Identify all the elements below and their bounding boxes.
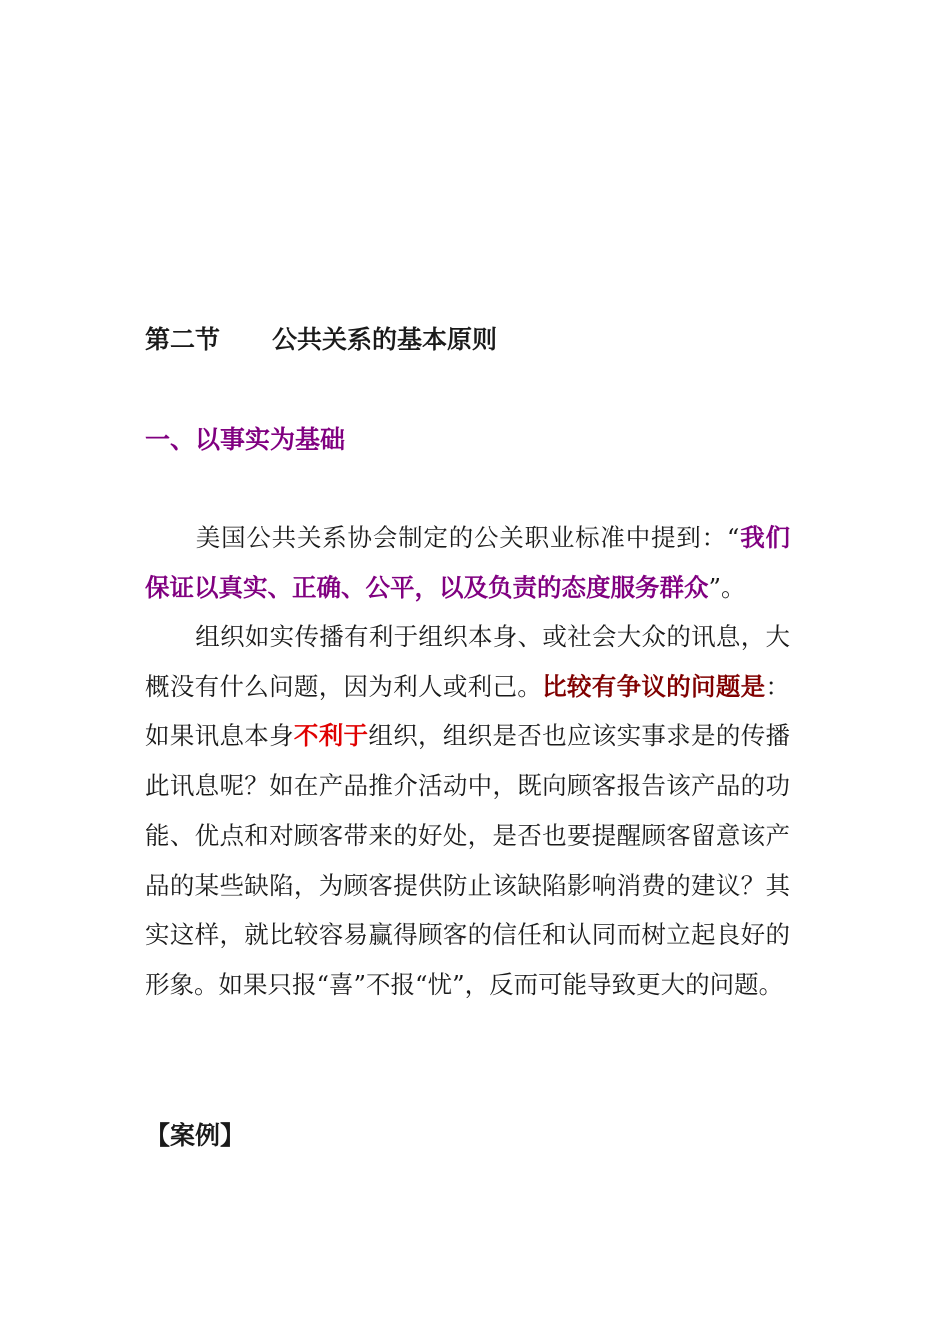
section-number: 第二节 — [145, 325, 221, 354]
section-name: 公共关系的基本原则 — [272, 325, 498, 354]
paragraph1-lead: 美国公共关系协会制定的公关职业标准中提到：“ — [195, 523, 740, 552]
paragraph2-red: 不利于 — [293, 721, 369, 751]
paragraph-truthful-communication — [145, 612, 790, 1010]
paragraph1-quote: 我们保证以真实、正确、公平，以及负责的态度服务群众 — [145, 523, 791, 602]
section-title — [145, 320, 497, 360]
case-label: 【案例】 — [145, 1121, 246, 1150]
paragraph2-part2: ：如果讯息本身 — [145, 671, 791, 751]
paragraph1-tail: ”。 — [708, 572, 746, 602]
paragraph2-emphasis: 比较有争议的问题是 — [542, 671, 766, 701]
paragraph2-part1: 组织如实传播有利于组织本身、或社会大众的讯息，大概没有什么问题，因为利人或利己。 — [145, 622, 790, 701]
paragraph-prsa-standard — [145, 513, 790, 612]
heading-fact-basis: 一、以事实为基础 — [145, 425, 346, 454]
paragraph2-part3: 组织，组织是否也应该实事求是的传播此讯息呢？如在产品推介活动中，既向顾客报告该产品的功能、优点和对顾客带来的好处，是否也要提醒顾客留意该产品的某些缺陷，为顾客提供防止该缺陷影响消费的建议？其实这样，就比较容易赢得顾客的信任和认同而树立起良好的形象。如果只报“喜”不报“忧”，反而可能导致更大的问题。 — [145, 721, 791, 999]
